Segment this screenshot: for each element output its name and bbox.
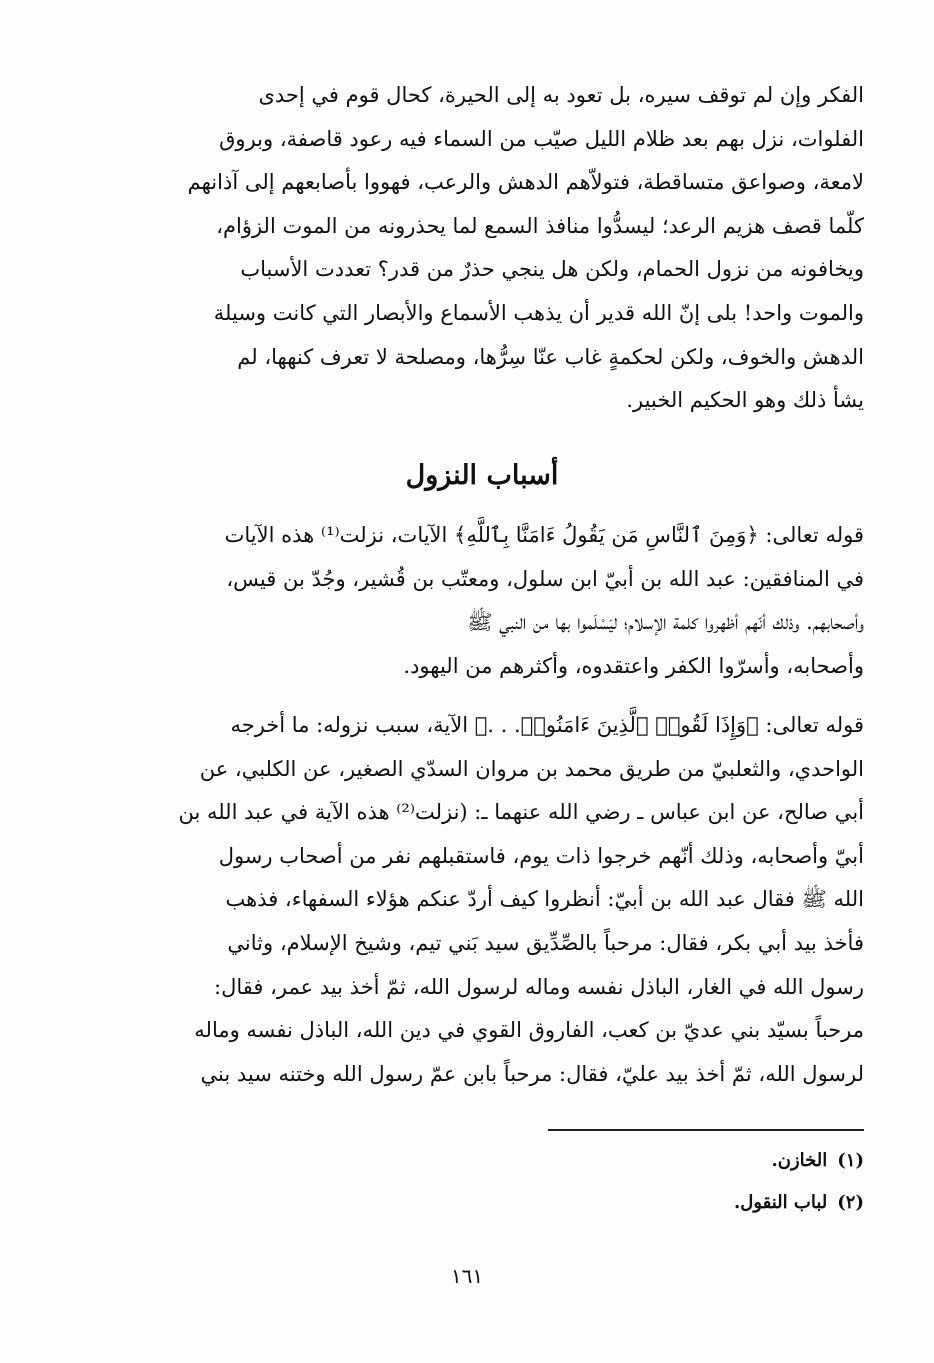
text-line: الواحدي، والثعلبيّ من طريق محمد بن مروان السدّي الصغير، عن الكلبي، عن xyxy=(199,756,864,781)
footnote-item xyxy=(500,1182,864,1224)
page-number: ١٦١ xyxy=(450,1264,484,1288)
section-heading: أسباب النزول xyxy=(405,460,559,491)
text-line: فأخذ بيد أبي بكر، فقال: مرحباً بالصِّدِّيق سيد بَني تيم، وشيخ الإسلام، وثاني xyxy=(227,930,864,955)
text-line: وأصحابهم. وذلك أنّهم أظهروا كلمة الإسلام؛ ليَسْلَموا بها من النبي ﷺ xyxy=(467,610,864,635)
text-line: رسول الله في الغار، الباذل نفسه وماله لرسول الله، ثمّ أخذ بيد عمر، فقال: xyxy=(214,974,864,999)
text-line: كلّما قصف هزيم الرعد؛ ليسدُّوا منافذ السمع لما يحذرونه من الموت الزؤام، xyxy=(216,213,864,238)
text-line: يشأ ذلك وهو الحكيم الخبير. xyxy=(626,388,864,413)
text-line: الفلوات، نزل بهم بعد ظلام الليل صيّب من السماء فيه رعود قاصفة، وبروق xyxy=(219,126,864,151)
footnote-divider xyxy=(548,1129,864,1131)
text-line: لامعة، وصواعق متساقطة، فتولاّهم الدهش والرعب، فهووا بأصابعهم إلى آذانهم xyxy=(187,170,864,195)
text-line: أبيّ وأصحابه، وذلك أنّهم خرجوا ذات يوم، فاستقبلهم نفر من أصحاب رسول xyxy=(218,843,864,868)
text-line: في المنافقين: عبد الله بن أبيّ ابن سلول، ومعتّب بن قُشير، وجُدّ بن قيس، xyxy=(226,566,864,591)
footnote-number: (٢) xyxy=(837,1192,864,1213)
text-line: الفكر وإن لم توقف سيره، بل تعود به إلى الحيرة، كحال قوم في إحدى xyxy=(258,83,864,107)
text-line: قوله تعالى: ﴿وَمِنَ ٱلنَّاسِ مَن يَقُولُ ءَامَنَّا بِٱللَّهِ﴾ الآيات، نزلت⁽¹⁾ هذه الآيات xyxy=(224,523,864,547)
footnote-number: (١) xyxy=(837,1150,864,1171)
text-line: الله ﷺ فقال عبد الله بن أبيّ: أنظروا كيف أردّ عنكم هؤلاء السفهاء، فذهب xyxy=(225,887,864,912)
footnote-item xyxy=(500,1140,864,1182)
text-line: وأصحابه، وأسرّوا الكفر واعتقدوه، وأكثرهم من اليهود. xyxy=(403,653,864,678)
paragraph-first-verse xyxy=(100,514,864,688)
paragraph-intro xyxy=(100,74,864,423)
text-line: ويخافونه من نزول الحمام، ولكن هل ينجي حذرٌ من قدر؟ تعددت الأسباب xyxy=(240,257,864,282)
paragraph-second-verse xyxy=(100,704,864,1096)
footnote-text: الخازن. xyxy=(771,1150,828,1171)
text-line: والموت واحد! بلى إنّ الله قدير أن يذهب الأسماع والأبصار التي كانت وسيلة xyxy=(213,300,864,325)
text-line: الدهش والخوف، ولكن لحكمةٍ غاب عنّا سِرُّها، ومصلحة لا تعرف كنهها، لم xyxy=(237,344,864,369)
footnote-text: لباب النقول. xyxy=(733,1192,828,1213)
text-line: لرسول الله، ثمّ أخذ بيد عليّ، فقال: مرحباً بابن عمّ رسول الله وختنه سيد بني xyxy=(200,1061,864,1086)
footnotes xyxy=(500,1140,864,1224)
text-line: قوله تعالى: ﴿وَإِذَا لَقُوا۟ ٱلَّذِينَ ءَامَنُوا۟. . .﴾ الآية، سبب نزوله: ما أخرجه xyxy=(230,713,864,737)
text-line: أبي صالح، عن ابن عباس ـ رضي الله عنهما ـ: (نزلت⁽²⁾ هذه الآية في عبد الله بن xyxy=(178,800,864,825)
text-line: مرحباً بسيّد بني عديّ بن كعب، الفاروق القوي في دين الله، الباذل نفسه وماله xyxy=(194,1018,864,1043)
